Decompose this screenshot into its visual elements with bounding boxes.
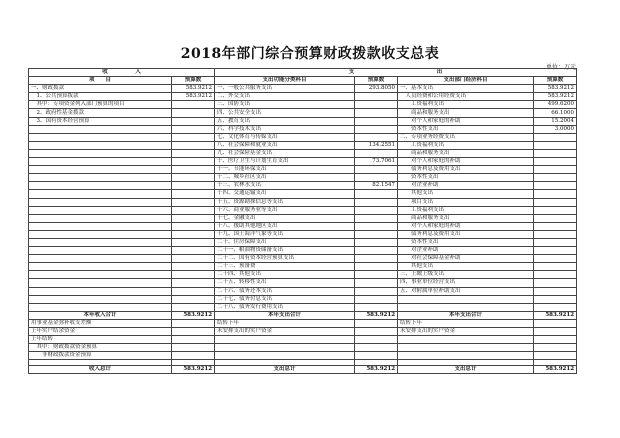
- econ-item-cell: 对个人和家庭的补助: [398, 158, 534, 166]
- econ-item-cell: 商品和服务支出: [398, 149, 534, 157]
- econ-amount-cell: [534, 222, 577, 230]
- func-amount-cell: 134.2551: [355, 141, 398, 149]
- func-item-cell: 二十五、转移性支出: [215, 279, 355, 287]
- income-amount-cell: [172, 303, 215, 311]
- econ-amount-cell: [534, 182, 577, 190]
- table-row: [29, 247, 577, 255]
- income-item-cell: [29, 149, 172, 157]
- func-amount-cell: [355, 230, 398, 238]
- table-row: [29, 214, 577, 222]
- expense-grand-label: 支出总计: [215, 366, 355, 374]
- budget-header: 预算数: [534, 77, 577, 85]
- func-amount-cell: [355, 222, 398, 230]
- budget-header: 预算数: [172, 77, 215, 85]
- income-total-value: 583.9212: [172, 311, 215, 319]
- func-item-cell: 二十八、债务发行费用支出: [215, 303, 355, 311]
- econ-item-cell: 对个人和家庭的补助: [398, 117, 534, 125]
- table-row: [29, 336, 577, 344]
- econ-amount-cell: [534, 271, 577, 279]
- income-item-cell: 3、国有资本经营预算: [29, 117, 172, 125]
- func-amount-cell: [355, 166, 398, 174]
- econ-item-cell: [398, 352, 534, 360]
- income-amount-cell: [172, 328, 215, 336]
- func-amount-cell: [355, 303, 398, 311]
- unit-label: 单位：万元: [545, 64, 576, 71]
- table-row: [29, 174, 577, 182]
- income-grand-label: 收入总计: [29, 366, 172, 374]
- econ-amount-cell: [534, 133, 577, 141]
- econ-amount-cell: [534, 319, 577, 327]
- econ-amount-cell: [534, 344, 577, 352]
- func-item-cell: 十八、援助其他地区支出: [215, 222, 355, 230]
- income-amount-cell: [172, 198, 215, 206]
- econ-item-cell: 资本性支出: [398, 174, 534, 182]
- table-row: [29, 271, 577, 279]
- income-item-cell: [29, 125, 172, 133]
- income-amount-cell: [172, 166, 215, 174]
- econ-item-cell: 一、基本支出: [398, 85, 534, 93]
- func-amount-cell: [355, 344, 398, 352]
- econ-amount-cell: [534, 279, 577, 287]
- func-item-cell: 十一、节能环保支出: [215, 166, 355, 174]
- econ-item-cell: 结转下年: [398, 319, 534, 327]
- func-item-cell: [215, 336, 355, 344]
- func-item-cell: [215, 352, 355, 360]
- econ-item-cell: 二、专项业务经费支出: [398, 133, 534, 141]
- page-title: 2018年部门综合预算财政拨款收支总表: [180, 46, 440, 62]
- func-amount-cell: 73.7061: [355, 158, 398, 166]
- table-row: [29, 352, 577, 360]
- func-amount-cell: [355, 101, 398, 109]
- table-row: [29, 125, 577, 133]
- expense-grand-label: 支出总计: [398, 366, 534, 374]
- expense-total-value: 583.9212: [534, 311, 577, 319]
- func-item-cell: 六、科学技术支出: [215, 125, 355, 133]
- econ-amount-cell: [534, 206, 577, 214]
- income-amount-cell: [172, 295, 215, 303]
- expense-grand-value: 583.9212: [534, 366, 577, 374]
- header-row-2: [29, 77, 577, 85]
- func-item-cell: 十三、农林水支出: [215, 182, 355, 190]
- table-row: [29, 93, 577, 101]
- income-amount-cell: [172, 182, 215, 190]
- func-item-cell: 十四、交通运输支出: [215, 190, 355, 198]
- econ-amount-cell: [534, 328, 577, 336]
- func-amount-cell: [355, 206, 398, 214]
- econ-amount-cell: [534, 295, 577, 303]
- econ-item-cell: 对社会保障基金补助: [398, 255, 534, 263]
- econ-amount-cell: [534, 198, 577, 206]
- econ-item-cell: [398, 303, 534, 311]
- total-row: [29, 311, 577, 319]
- expense-total-label: 本年支出合计: [398, 311, 534, 319]
- income-amount-cell: [172, 344, 215, 352]
- income-item-cell: 上年结转: [29, 336, 172, 344]
- income-item-cell: [29, 255, 172, 263]
- income-item-cell: [29, 263, 172, 271]
- income-amount-cell: [172, 109, 215, 117]
- econ-amount-cell: [534, 352, 577, 360]
- budget-table: [28, 68, 577, 374]
- econ-item-cell: 三、上缴上级支出: [398, 271, 534, 279]
- func-item-cell: [215, 344, 355, 352]
- func-item-cell: 十六、商业服务业等支出: [215, 206, 355, 214]
- func-item-cell: 二十二、国有资本经营预算支出: [215, 255, 355, 263]
- income-item-cell: 1、公共预算拨款: [29, 93, 172, 101]
- econ-amount-cell: [534, 214, 577, 222]
- income-header: 收 入: [29, 69, 215, 77]
- budget-header: 预算数: [355, 77, 398, 85]
- income-amount-cell: [172, 141, 215, 149]
- econ-amount-cell: [534, 263, 577, 271]
- econ-item-cell: 商品和服务支出: [398, 214, 534, 222]
- income-total-label: 本年收入合计: [29, 311, 172, 319]
- income-amount-cell: [172, 336, 215, 344]
- func-amount-cell: [355, 125, 398, 133]
- income-item-cell: [29, 247, 172, 255]
- income-amount-cell: [172, 238, 215, 246]
- func-item-cell: 二十三、预备费: [215, 263, 355, 271]
- income-item-cell: 上年实户结余资金: [29, 328, 172, 336]
- econ-item-cell: 工资福利支出: [398, 141, 534, 149]
- table-row: [29, 295, 577, 303]
- table-row: [29, 117, 577, 125]
- table-row: [29, 303, 577, 311]
- func-amount-cell: [355, 328, 398, 336]
- econ-amount-cell: [534, 141, 577, 149]
- econ-amount-cell: [534, 238, 577, 246]
- econ-item-cell: 资本性支出: [398, 125, 534, 133]
- income-amount-cell: 583.9212: [172, 85, 215, 93]
- income-item-cell: 其中：财政拨款资金预算: [29, 344, 172, 352]
- income-amount-cell: [172, 190, 215, 198]
- table-row: [29, 263, 577, 271]
- table-row: [29, 287, 577, 295]
- table-row: [29, 190, 577, 198]
- income-amount-cell: [172, 117, 215, 125]
- table-row: [29, 230, 577, 238]
- econ-item-cell: 未安排支出的实户资金: [398, 328, 534, 336]
- expense-total-value: 583.9212: [355, 311, 398, 319]
- func-amount-cell: [355, 295, 398, 303]
- func-amount-cell: [355, 198, 398, 206]
- func-item-cell: 二十六、债务还本支出: [215, 287, 355, 295]
- func-item-cell: 未安排支出的实户资金: [215, 328, 355, 336]
- header-row-1: [29, 69, 577, 77]
- income-amount-cell: 583.9212: [172, 93, 215, 101]
- func-item-cell: 二十一、粮油物资储备支出: [215, 247, 355, 255]
- econ-item-cell: 对企业补助: [398, 247, 534, 255]
- income-item-cell: [29, 182, 172, 190]
- income-amount-cell: [172, 158, 215, 166]
- econ-amount-cell: [534, 230, 577, 238]
- econ-amount-cell: [534, 166, 577, 174]
- func-item-cell: 八、社会保障和就业支出: [215, 141, 355, 149]
- econ-item-cell: 工资福利支出: [398, 206, 534, 214]
- func-amount-cell: 82.1547: [355, 182, 398, 190]
- func-amount-cell: [355, 255, 398, 263]
- econ-item-cell: 对个人和家庭的补助: [398, 222, 534, 230]
- func-item-cell: 九、社会保险基金支出: [215, 149, 355, 157]
- income-amount-cell: [172, 247, 215, 255]
- income-item-cell: [29, 141, 172, 149]
- income-item-cell: [29, 174, 172, 182]
- grand-total-row: [29, 366, 577, 374]
- econ-item-cell: [398, 336, 534, 344]
- income-item-cell: [29, 133, 172, 141]
- func-item-cell: 结转下年: [215, 319, 355, 327]
- income-amount-cell: [172, 149, 215, 157]
- table-row: [29, 319, 577, 327]
- econ-amount-cell: 499.6200: [534, 101, 577, 109]
- income-amount-cell: [172, 206, 215, 214]
- func-item-cell: 十、医疗卫生与计划生育支出: [215, 158, 355, 166]
- income-item-cell: [29, 198, 172, 206]
- econ-item-cell: 项目支出: [398, 198, 534, 206]
- func-item-cell: 十二、城乡社区支出: [215, 174, 355, 182]
- econ-item-cell: 其他支出: [398, 190, 534, 198]
- func-amount-cell: [355, 117, 398, 125]
- func-amount-cell: [355, 149, 398, 157]
- func-amount-cell: [355, 352, 398, 360]
- func-amount-cell: [355, 279, 398, 287]
- table-row: [29, 279, 577, 287]
- income-amount-cell: [172, 287, 215, 295]
- econ-item-cell: 债务利息及费用支出: [398, 166, 534, 174]
- income-amount-cell: [172, 222, 215, 230]
- table-row: [29, 182, 577, 190]
- econ-item-cell: 债务利息及费用支出: [398, 230, 534, 238]
- income-item-cell: 用事业基金弥补收支差额: [29, 319, 172, 327]
- income-item-cell: [29, 230, 172, 238]
- func-amount-cell: 293.8050: [355, 85, 398, 93]
- func-item-cell: 二、外交支出: [215, 93, 355, 101]
- table-row: [29, 133, 577, 141]
- table-row: [29, 222, 577, 230]
- income-item-cell: 一、财政拨款: [29, 85, 172, 93]
- income-item-cell: [29, 238, 172, 246]
- econ-amount-cell: [534, 255, 577, 263]
- econ-item-cell: 工资福利支出: [398, 101, 534, 109]
- econ-item-cell: 商品和服务支出: [398, 109, 534, 117]
- income-item-cell: [29, 214, 172, 222]
- table-row: [29, 149, 577, 157]
- table-row: [29, 166, 577, 174]
- econ-amount-cell: [534, 303, 577, 311]
- table-row: [29, 141, 577, 149]
- income-amount-cell: [172, 133, 215, 141]
- income-item-cell: [29, 279, 172, 287]
- table-row: [29, 158, 577, 166]
- func-item-cell: 十九、国土海洋气象等支出: [215, 230, 355, 238]
- table-row: [29, 238, 577, 246]
- func-amount-cell: [355, 238, 398, 246]
- income-amount-cell: [172, 271, 215, 279]
- income-amount-cell: [172, 352, 215, 360]
- income-item-cell: [29, 287, 172, 295]
- econ-amount-cell: [534, 149, 577, 157]
- table-row: [29, 328, 577, 336]
- func-amount-cell: [355, 336, 398, 344]
- income-item-cell: 2、政府性基金拨款: [29, 109, 172, 117]
- econ-item-cell: 五、对附属单位补助支出: [398, 287, 534, 295]
- econ-amount-cell: 3.0000: [534, 125, 577, 133]
- item-header: 项 目: [29, 77, 172, 85]
- income-item-cell: [29, 166, 172, 174]
- func-amount-cell: [355, 214, 398, 222]
- func-amount-cell: [355, 319, 398, 327]
- expense-grand-value: 583.9212: [355, 366, 398, 374]
- income-item-cell: [29, 303, 172, 311]
- func-amount-cell: [355, 263, 398, 271]
- func-amount-cell: [355, 109, 398, 117]
- income-amount-cell: [172, 279, 215, 287]
- func-amount-cell: [355, 190, 398, 198]
- func-item-cell: 二十七、债务付息支出: [215, 295, 355, 303]
- econ-amount-cell: [534, 336, 577, 344]
- func-item-cell: 四、公共安全支出: [215, 109, 355, 117]
- econ-item-cell: 其他支出: [398, 263, 534, 271]
- table-row: [29, 85, 577, 93]
- func-amount-cell: [355, 133, 398, 141]
- expense-total-label: 本年支出合计: [215, 311, 355, 319]
- econ-amount-cell: 583.9212: [534, 85, 577, 93]
- income-item-cell: [29, 222, 172, 230]
- econ-amount-cell: [534, 287, 577, 295]
- func-item-cell: 十七、金融支出: [215, 214, 355, 222]
- func-item-cell: 二十四、其他支出: [215, 271, 355, 279]
- func-amount-cell: [355, 287, 398, 295]
- econ-item-cell: 人员经费和公用经费支出: [398, 93, 534, 101]
- income-item-cell: [29, 190, 172, 198]
- func-item-cell: 一、一般公共服务支出: [215, 85, 355, 93]
- table-row: [29, 344, 577, 352]
- table-row: [29, 198, 577, 206]
- income-amount-cell: [172, 174, 215, 182]
- func-item-cell: 五、教育支出: [215, 117, 355, 125]
- expense-header: 支 出: [215, 69, 577, 77]
- econ-item-cell: [398, 295, 534, 303]
- econ-amount-cell: [534, 158, 577, 166]
- income-amount-cell: [172, 230, 215, 238]
- income-item-cell: [29, 206, 172, 214]
- econ-item-header: 支出部门经济科目: [398, 77, 534, 85]
- income-amount-cell: [172, 263, 215, 271]
- income-amount-cell: [172, 125, 215, 133]
- func-item-cell: 三、国防支出: [215, 101, 355, 109]
- func-item-cell: 二十、住房保障支出: [215, 238, 355, 246]
- econ-amount-cell: [534, 174, 577, 182]
- income-amount-cell: [172, 101, 215, 109]
- func-item-header: 支出功能分类科目: [215, 77, 355, 85]
- econ-item-cell: [398, 344, 534, 352]
- table-row: [29, 101, 577, 109]
- econ-item-cell: 对企业补助: [398, 182, 534, 190]
- income-item-cell: 非财政拨款资金预算: [29, 352, 172, 360]
- func-amount-cell: [355, 93, 398, 101]
- econ-amount-cell: [534, 190, 577, 198]
- func-item-cell: 十五、资源勘探信息等支出: [215, 198, 355, 206]
- econ-item-cell: 四、事业单位经营支出: [398, 279, 534, 287]
- income-item-cell: [29, 158, 172, 166]
- income-amount-cell: [172, 255, 215, 263]
- econ-amount-cell: 66.1000: [534, 109, 577, 117]
- func-amount-cell: [355, 247, 398, 255]
- func-amount-cell: [355, 174, 398, 182]
- income-amount-cell: [172, 319, 215, 327]
- econ-item-cell: 资本性支出: [398, 238, 534, 246]
- econ-amount-cell: 15.2004: [534, 117, 577, 125]
- func-amount-cell: [355, 271, 398, 279]
- income-item-cell: [29, 271, 172, 279]
- income-item-cell: 其中：专项资金列入部门预算的项目: [29, 101, 172, 109]
- income-amount-cell: [172, 214, 215, 222]
- table-row: [29, 255, 577, 263]
- func-item-cell: 七、文化体育与传媒支出: [215, 133, 355, 141]
- income-grand-value: 583.9212: [172, 366, 215, 374]
- econ-amount-cell: 583.9212: [534, 93, 577, 101]
- table-row: [29, 206, 577, 214]
- income-item-cell: [29, 295, 172, 303]
- table-row: [29, 109, 577, 117]
- econ-amount-cell: [534, 247, 577, 255]
